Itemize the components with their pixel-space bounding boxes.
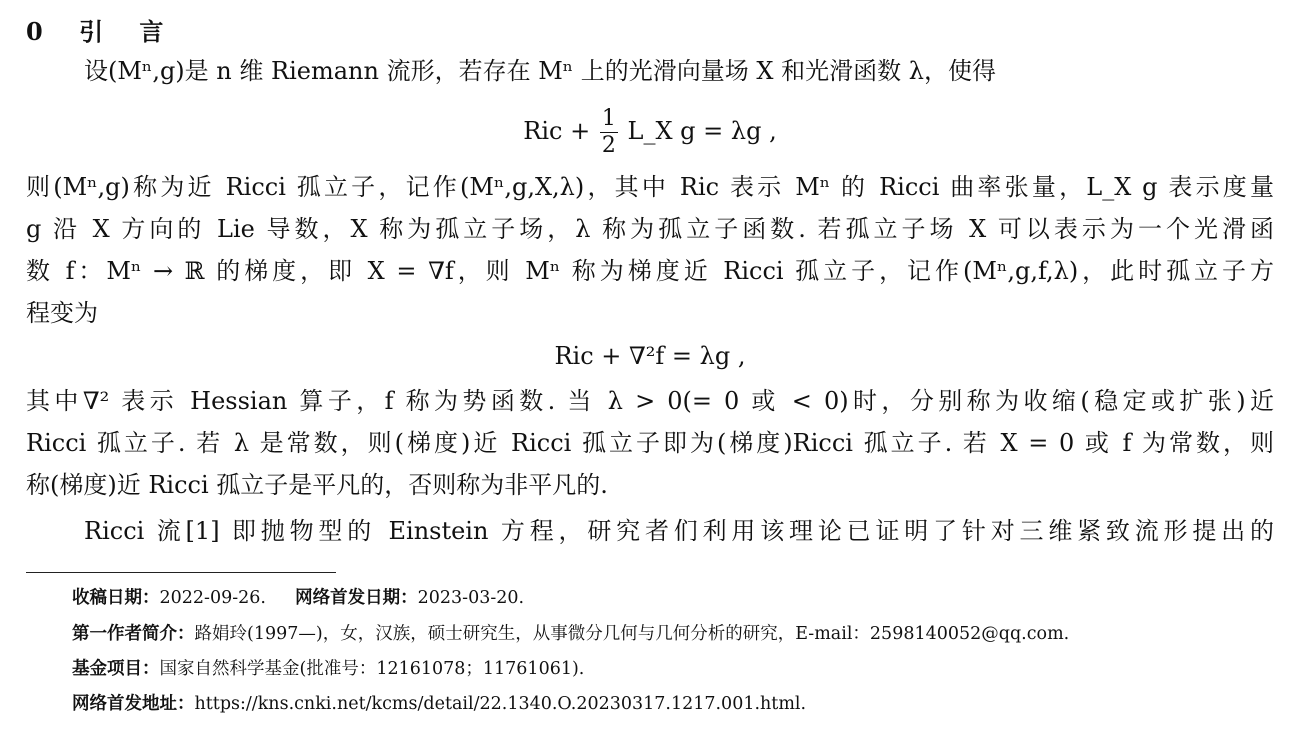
footnote-value: 2022-09-26. — [159, 588, 266, 608]
paragraph-line: g 沿 X 方向的 Lie 导数，X 称为孤立子场，λ 称为孤立子函数. 若孤立子场 X 可以表示为一个光滑函 — [26, 215, 1274, 243]
footnote-author — [72, 622, 1069, 646]
fraction-numerator: 1 — [601, 106, 616, 131]
fraction — [600, 106, 618, 159]
paragraph-line: 数 f：Mⁿ → ℝ 的梯度，即 X = ∇f，则 Mⁿ 称为梯度近 Ricci 孤立子，记作(Mⁿ,g,f,λ)，此时孤立子方 — [26, 257, 1274, 285]
paragraph-line: Ricci 流[1] 即抛物型的 Einstein 方程，研究者们利用该理论已证明了针对三维紧致流形提出的 — [84, 517, 1274, 545]
paragraph-line: 则(Mⁿ,g)称为近 Ricci 孤立子，记作(Mⁿ,g,X,λ)，其中 Ric 表示 Mⁿ 的 Ricci 曲率张量，L_X g 表示度量 — [26, 173, 1274, 201]
footnote-value: 路娟玲(1997—)，女，汉族，硕士研究生，从事微分几何与几何分析的研究，E-mail：2598140052@qq.com. — [194, 624, 1070, 644]
section-number: 0 — [26, 17, 57, 46]
section-heading — [26, 12, 177, 47]
paragraph-line: 程变为 — [26, 299, 98, 327]
section-title: 引 言 — [79, 17, 178, 46]
equation-1-left: Ric + — [523, 117, 591, 145]
equation-2: Ric + ∇²f = λg , — [554, 342, 746, 370]
footnote-label: 网络首发日期： — [295, 588, 418, 608]
footnote-label: 网络首发地址： — [72, 694, 195, 714]
equation-1-right: L_X g = λg , — [627, 117, 777, 145]
paragraph-line: Ricci 孤立子. 若 λ 是常数，则(梯度)近 Ricci 孤立子即为(梯度)Ricci 孤立子. 若 X = 0 或 f 为常数，则 — [26, 429, 1274, 457]
footnote-divider — [26, 572, 336, 573]
paragraph-line: 称(梯度)近 Ricci 孤立子是平凡的，否则称为非平凡的. — [26, 471, 608, 499]
footnote-fund — [72, 657, 584, 681]
paragraph-line: 其中∇² 表示 Hessian 算子，f 称为势函数. 当 λ > 0(= 0 或 < 0)时，分别称为收缩(稳定或扩张)近 — [26, 387, 1274, 415]
footnote-value: 2023-03-20. — [417, 588, 525, 608]
footnote-label: 收稿日期： — [72, 588, 160, 608]
fraction-denominator: 2 — [601, 133, 616, 158]
footnote-received — [72, 586, 524, 610]
footnote-value: 国家自然科学基金(批准号：12161078；11761061). — [159, 659, 585, 679]
footnote-label: 第一作者简介： — [72, 624, 195, 644]
footnote-label: 基金项目： — [72, 659, 160, 679]
paragraph-line: 设(Mⁿ,g)是 n 维 Riemann 流形，若存在 Mⁿ 上的光滑向量场 X 和光滑函数 λ，使得 — [84, 57, 996, 85]
footnote-url — [72, 692, 806, 716]
footnote-link[interactable]: https://kns.cnki.net/kcms/detail/22.1340.O.20230317.1217.001.html. — [194, 694, 807, 714]
equation-1 — [0, 106, 1300, 159]
